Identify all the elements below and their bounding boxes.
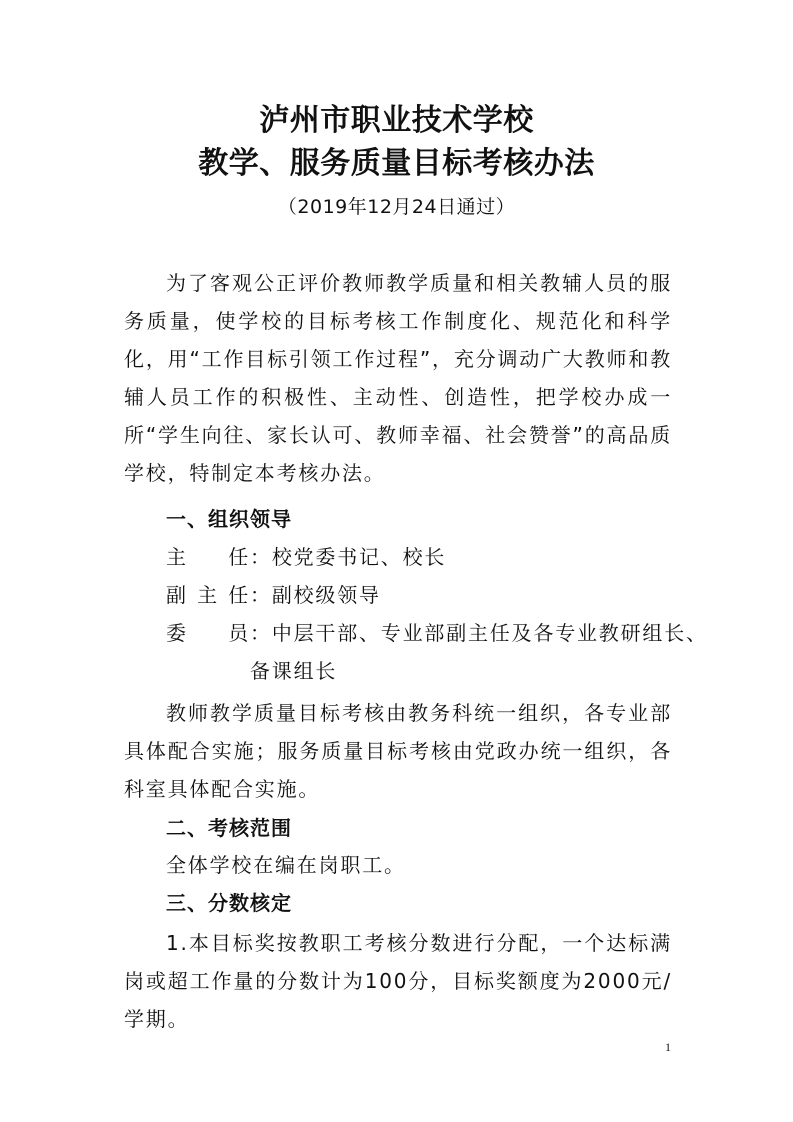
member-role-text: 中层干部、专业部副主任及各专业教研组长、 <box>271 621 708 645</box>
section-heading-scoring: 三、分数核定 <box>166 891 292 915</box>
document-adoption-date: （2019年12月24日通过） <box>277 196 516 218</box>
document-title-main: 教学、服务质量目标考核办法 <box>198 146 595 181</box>
member-role-colon: ： <box>250 583 272 607</box>
member-row-committee-continuation: 备课组长 <box>250 659 338 683</box>
scoring-paragraph: 1.本目标奖按教职工考核分数进行分配，一个达标满岗或超工作量的分数计为100分，目标奖额度为2000元/学期。 <box>124 931 672 1031</box>
member-row-deputy-director <box>166 576 381 614</box>
member-role-colon: ： <box>250 545 272 569</box>
member-role-text: 副校级领导 <box>271 583 381 607</box>
member-role-text: 校党委书记、校长 <box>271 545 447 569</box>
section-heading-scope: 二、考核范围 <box>166 816 292 840</box>
organization-paragraph: 教师教学质量目标考核由教务科统一组织，各专业部具体配合实施；服务质量目标考核由党政办统一组织，各科室具体配合实施。 <box>124 701 672 801</box>
member-role-label: 主任 <box>166 545 250 569</box>
member-row-director <box>166 538 446 576</box>
page-number: 1 <box>665 1040 671 1054</box>
member-role-colon: ： <box>250 621 272 645</box>
member-row-committee <box>166 614 708 652</box>
member-role-label: 委员 <box>166 621 250 645</box>
member-role-label: 副主任 <box>166 583 250 607</box>
section-heading-organization: 一、组织领导 <box>166 507 292 531</box>
intro-paragraph: 为了客观公正评价教师教学质量和相关教辅人员的服务质量，使学校的目标考核工作制度化、规范化和科学化，用“工作目标引领工作过程”，充分调动广大教师和教辅人员工作的积极性、主动性、创造性，把学校办成一所“学生向往、家长认可、教师幸福、社会赞誉”的高品质学校，特制定本考核办法。 <box>124 271 672 485</box>
scope-paragraph: 全体学校在编在岗职工。 <box>166 853 406 877</box>
document-title-school: 泸州市职业技术学校 <box>259 103 534 138</box>
